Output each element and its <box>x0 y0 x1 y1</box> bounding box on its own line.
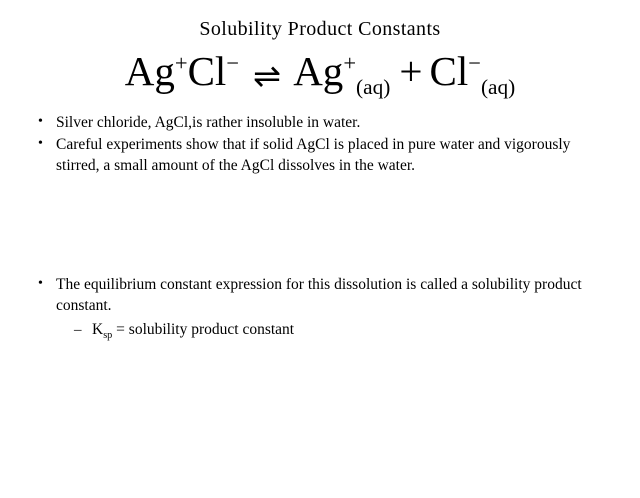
list-item: • The equilibrium constant expression for this dissolution is called a solubility product constant. <box>30 275 606 317</box>
equation-product-chloride-charge: − <box>468 50 481 76</box>
equation-reactant-silver <box>124 48 188 94</box>
equation-reactant-silver-charge: + <box>174 50 188 76</box>
page-title: Solubility Product Constants <box>199 18 441 40</box>
bullet-list <box>0 113 640 344</box>
equation-reactant-silver-symbol: Ag <box>124 48 175 94</box>
slide <box>0 18 640 498</box>
list-item: • Careful experiments show that if solid AgCl is placed in pure water and vigorously stirred, a small amount of the AgCl dissolves in the water. <box>30 135 606 177</box>
equation-product-silver-symbol: Ag <box>293 48 344 94</box>
list-item: • Silver chloride, AgCl,is rather insoluble in water. <box>30 113 606 134</box>
ksp-subscript: sp <box>103 330 113 342</box>
equation-plus-sign: + <box>399 48 423 94</box>
equation-product-chloride <box>429 48 516 100</box>
equation-product-chloride-symbol: Cl <box>429 48 469 94</box>
equation-product-chloride-state: (aq) <box>480 75 516 100</box>
equation-reactant-chloride <box>187 48 240 94</box>
equation-product-silver-state: (aq) <box>356 75 391 100</box>
ksp-symbol: K <box>92 321 104 339</box>
ksp-definition: = solubility product constant <box>112 321 295 339</box>
equation-reactant-chloride-charge: − <box>226 50 240 76</box>
equation-product-silver <box>293 48 391 100</box>
content-spacer <box>30 179 606 275</box>
equation-reactant-chloride-symbol: Cl <box>187 48 227 94</box>
equation-product-silver-charge: + <box>343 50 357 76</box>
chemical-equation <box>0 48 640 100</box>
equilibrium-arrow-icon: ⇌ <box>253 58 282 95</box>
sub-list-item <box>30 320 606 343</box>
